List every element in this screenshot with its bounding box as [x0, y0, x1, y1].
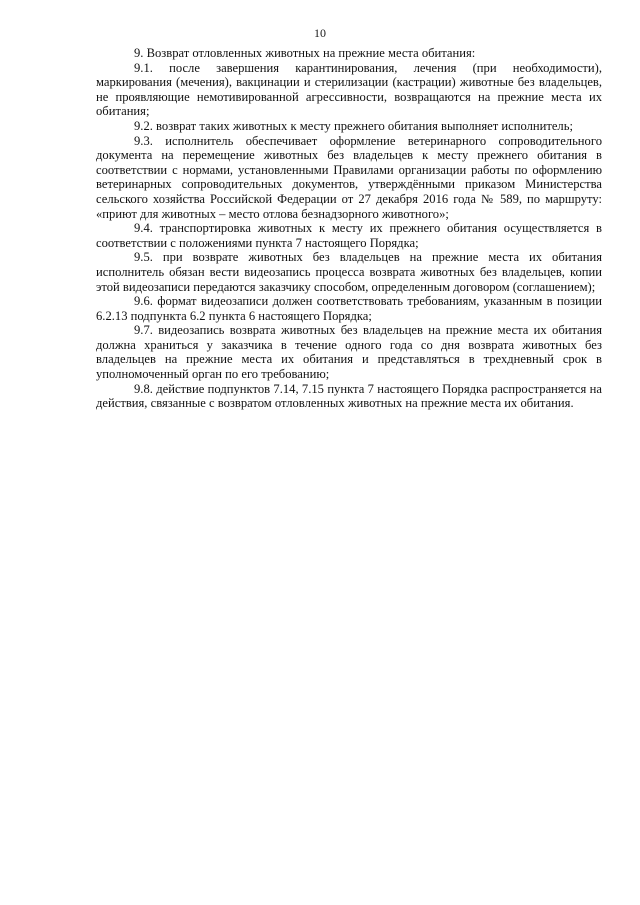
paragraph-9-1: 9.1. после завершения карантинирования, лечения (при необходимости), маркирования (мечения), вакцинации и стерилизации (кастрации) животные без владельцев, не проявляющие немотивированной агрессивности, возвращаются на прежние места их обитания;	[96, 60, 602, 119]
document-body	[96, 46, 602, 411]
paragraph-9-8: 9.8. действие подпунктов 7.14, 7.15 пункта 7 настоящего Порядка распространяется на действия, связанные с возвратом отловленных животных на прежние места их обитания.	[96, 381, 602, 411]
paragraph-9-2: 9.2. возврат таких животных к месту прежнего обитания выполняет исполнитель;	[134, 118, 573, 133]
paragraph-9-4: 9.4. транспортировка животных к месту их прежнего обитания осуществляется в соответствии с положениями пункта 7 настоящего Порядка;	[96, 221, 602, 250]
paragraph-9-6: 9.6. формат видеозаписи должен соответствовать требованиям, указанным в позиции 6.2.13 подпункта 6.2 пункта 6 настоящего Порядка;	[96, 294, 602, 323]
paragraph-9-5: 9.5. при возврате животных без владельцев на прежние места их обитания исполнитель обязан вести видеозапись процесса возврата животных без владельцев, копии этой видеозаписи передаются заказчику способом, определенным договором (соглашением);	[96, 250, 602, 294]
page-number: 10	[314, 26, 326, 40]
paragraph-9-7: 9.7. видеозапись возврата животных без владельцев на прежние места их обитания должна храниться у заказчика в течение одного года со дня возврата животных без владельцев на прежние места их обитания и представляться в трехдневный срок в уполномоченный орган по его требованию;	[96, 323, 602, 382]
paragraph-9: 9. Возврат отловленных животных на прежние места обитания:	[134, 46, 476, 60]
paragraph-9-3: 9.3. исполнитель обеспечивает оформление ветеринарного сопроводительного документа на перемещение животных без владельцев к месту прежнего обитания в соответствии с нормами, установленными Правилами организации работы по оформлению ветеринарных сопроводительных документов, утверждёнными приказом Министерства сельского хозяйства Российской Федерации от 27 декабря 2016 года № 589, по маршруту: «приют для животных – место отлова безнадзорного животного»;	[96, 133, 602, 221]
